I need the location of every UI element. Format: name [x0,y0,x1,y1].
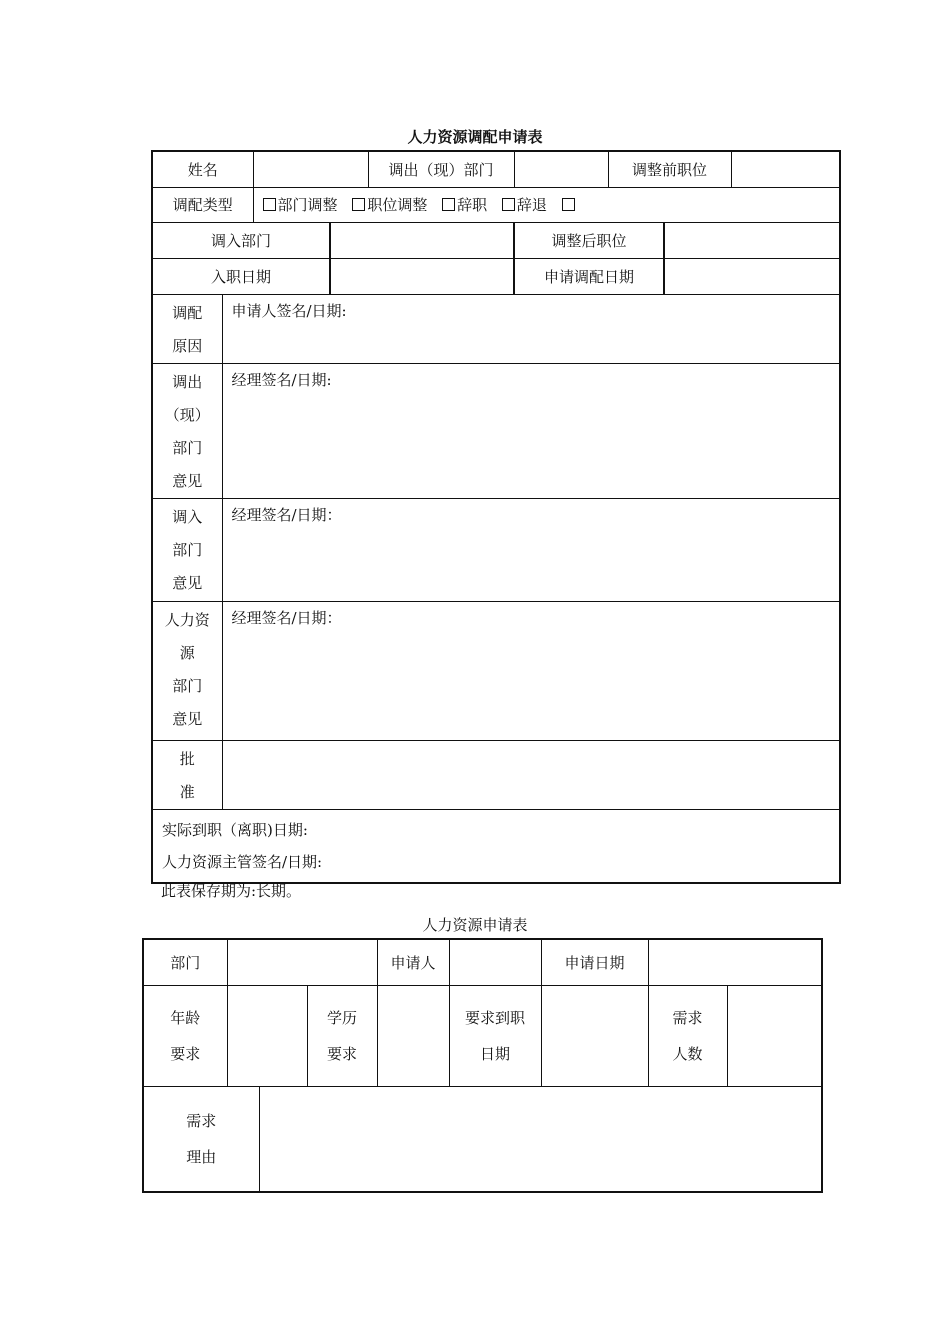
in-dept-label: 调入部门 [152,222,330,258]
out-dept-label: 调出（现）部门 [368,151,514,187]
out-dept-field[interactable] [514,151,608,187]
apply-date-label: 申请调配日期 [514,258,664,294]
apply-date-label2: 申请日期 [541,939,648,985]
hr-opinion-sig[interactable]: 经理签名/日期： [222,601,840,740]
entry-date-label: 入职日期 [152,258,330,294]
new-position-label: 调整后职位 [514,222,664,258]
name-label: 姓名 [152,151,253,187]
footer-cell[interactable] [152,809,840,883]
age-field[interactable] [227,985,307,1086]
apply-date-field2[interactable] [648,939,822,985]
hr-opinion-label: 人力资 源 部门 意见 [152,601,222,740]
option-dismiss: 辞退 [516,196,547,214]
approve-label: 批 准 [152,740,222,809]
retention-note: 此表保存期为:长期。 [161,882,302,900]
dept-label: 部门 [143,939,227,985]
prev-position-label: 调整前职位 [608,151,731,187]
need-reason-label: 需求 理由 [143,1086,259,1192]
out-opinion-sig[interactable]: 经理签名/日期: [222,363,840,498]
count-label: 需求 人数 [648,985,727,1086]
type-label: 调配类型 [152,187,253,222]
age-label: 年龄 要求 [143,985,227,1086]
onboard-field[interactable] [541,985,648,1086]
edu-label: 学历 要求 [307,985,377,1086]
reason-label: 调配 原因 [152,294,222,363]
option-resign: 辞职 [457,196,488,214]
type-options [253,187,840,222]
apply-date-field[interactable] [664,258,840,294]
prev-position-field[interactable] [731,151,840,187]
entry-date-field[interactable] [330,258,514,294]
checkbox-dept-transfer[interactable] [263,198,276,211]
form1-title: 人力资源调配申请表 [407,128,543,146]
checkbox-dismiss[interactable] [502,198,515,211]
reason-sig[interactable]: 申请人签名/日期: [222,294,840,363]
onboard-label: 要求到职 日期 [449,985,541,1086]
form2-title: 人力资源申请表 [422,916,528,934]
dept-field[interactable] [227,939,377,985]
hr-sig-text: 人力资源主管签名/日期: [162,852,323,871]
option-dept-transfer: 部门调整 [277,196,338,214]
transfer-application-table [151,150,841,884]
approve-field[interactable] [222,740,840,809]
new-position-field[interactable] [664,222,840,258]
need-reason-field[interactable] [259,1086,822,1192]
checkbox-resign[interactable] [442,198,455,211]
option-position-transfer: 职位调整 [367,196,428,214]
applicant-field[interactable] [449,939,541,985]
edu-field[interactable] [377,985,449,1086]
count-field[interactable] [727,985,822,1086]
checkbox-other[interactable] [562,198,575,211]
in-opinion-sig[interactable]: 经理签名/日期： [222,498,840,601]
checkbox-position-transfer[interactable] [352,198,365,211]
hr-request-table [142,938,823,1193]
in-opinion-label: 调入 部门 意见 [152,498,222,601]
in-dept-field[interactable] [330,222,514,258]
out-opinion-label: 调出 （现） 部门 意见 [152,363,222,498]
applicant-label: 申请人 [377,939,449,985]
name-field[interactable] [253,151,368,187]
actual-date-text: 实际到职（离职)日期: [162,820,308,839]
